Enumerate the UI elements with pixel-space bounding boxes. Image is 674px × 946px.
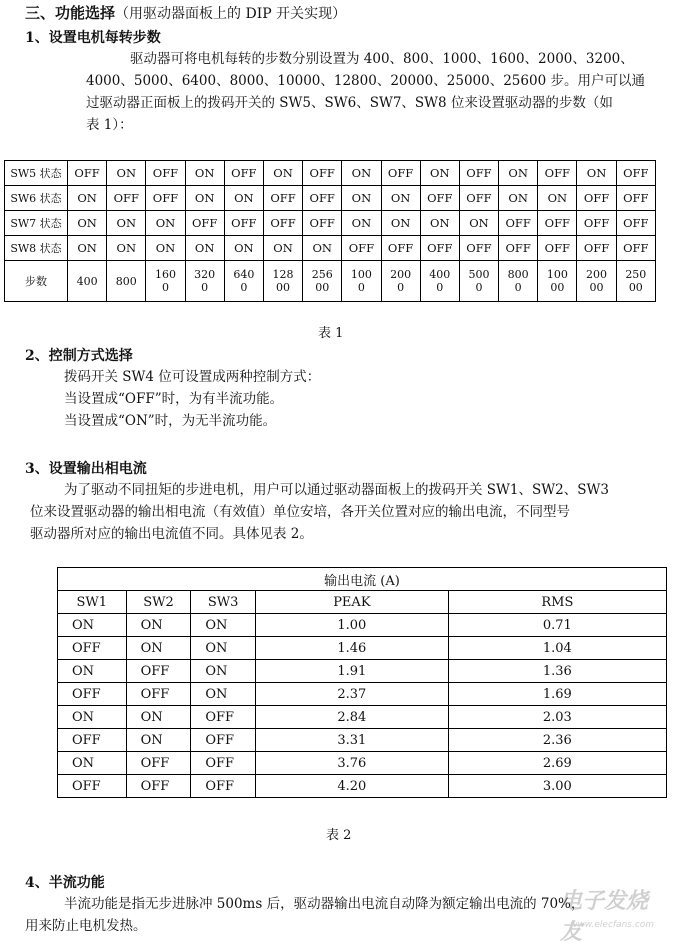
table2-title: 输出电流 (A)	[58, 568, 667, 591]
table2-cell: ON	[126, 706, 191, 729]
section-heading	[25, 2, 346, 23]
table1-cell: ON	[107, 161, 146, 186]
s1-line4: 表 1）：	[86, 117, 133, 133]
steps-cell-line: 128	[272, 268, 294, 281]
table1-cell: OFF	[538, 161, 577, 186]
table1-cell: ON	[224, 186, 263, 211]
s1-line2: 4000、5000、6400、8000、10000、12800、20000、25000、25600 步。用户可以通	[86, 73, 645, 89]
table1-cell: OFF	[381, 236, 420, 261]
table1-cell: OFF	[185, 211, 224, 236]
table2-cell: ON	[126, 614, 191, 637]
table1-cell: OFF	[538, 211, 577, 236]
table2-cell: ON	[191, 660, 256, 683]
table2-cell: 0.71	[448, 614, 666, 637]
table2-title-row	[58, 568, 667, 591]
dip-step-table	[4, 160, 656, 302]
table1-cell: OFF	[381, 161, 420, 186]
table1-cell: OFF	[146, 161, 185, 186]
table1-cell: OFF	[420, 236, 459, 261]
table1-cell: OFF	[342, 236, 381, 261]
s4-title: 4、半流功能	[25, 875, 105, 891]
table1-cell: OFF	[107, 186, 146, 211]
table1-cell: OFF	[577, 186, 616, 211]
table1-cell: OFF	[303, 211, 342, 236]
s2-line2: 当设置成“OFF”时，为有半流功能。	[64, 391, 284, 407]
table1-cell: OFF	[616, 211, 655, 236]
table2-cell: OFF	[58, 683, 127, 706]
column-header: PEAK	[256, 591, 449, 614]
table1-cell: OFF	[303, 186, 342, 211]
table1-row	[5, 161, 656, 186]
steps-cell-line: 800	[507, 268, 529, 281]
table2-cell: ON	[58, 660, 127, 683]
table1-cell: OFF	[420, 186, 459, 211]
table1-cell: OFF	[263, 211, 302, 236]
table2-caption: 表 2	[326, 828, 352, 843]
steps-cell-line: 0	[201, 281, 209, 294]
table1-cell: ON	[146, 211, 185, 236]
table1-cell: ON	[107, 211, 146, 236]
table2-cell: OFF	[191, 775, 256, 798]
steps-cell	[577, 261, 616, 302]
steps-cell	[499, 261, 538, 302]
s3-line3: 驱动器所对应的输出电流值不同。具体见表 2。	[30, 526, 313, 542]
table2-cell: 1.69	[448, 683, 666, 706]
s3-title: 3、设置输出相电流	[25, 461, 147, 477]
table2-cell: OFF	[126, 683, 191, 706]
table1-cell: OFF	[616, 161, 655, 186]
table2-cell: 2.69	[448, 752, 666, 775]
table2-cell: OFF	[191, 706, 256, 729]
steps-cell-line: 100	[546, 268, 568, 281]
table2-row	[58, 637, 667, 660]
table2-cell: OFF	[126, 660, 191, 683]
steps-cell-line: 00	[628, 281, 643, 294]
table1-cell: OFF	[303, 161, 342, 186]
steps-cell-line: 200	[586, 268, 608, 281]
steps-cell	[342, 261, 381, 302]
table1-cell: ON	[146, 236, 185, 261]
table1-cell: OFF	[616, 236, 655, 261]
table2-row	[58, 660, 667, 683]
table1-cell: ON	[68, 186, 107, 211]
table1-cell: OFF	[499, 236, 538, 261]
table2-cell: 1.46	[256, 637, 449, 660]
table1-cell: ON	[499, 186, 538, 211]
table1-cell: ON	[342, 161, 381, 186]
s2-title: 2、控制方式选择	[25, 348, 133, 364]
table2-cell: 3.00	[448, 775, 666, 798]
s1-line3: 过驱动器正面板上的拨码开关的 SW5、SW6、SW7、SW8 位来设置驱动器的步数（如	[86, 95, 613, 111]
steps-cell-line: 0	[436, 281, 444, 294]
table2-header-row	[58, 591, 667, 614]
steps-cell	[303, 261, 342, 302]
table2-cell: OFF	[126, 775, 191, 798]
s4-line1: 半流功能是指无步进脉冲 500ms 后，驱动器输出电流自动降为额定输出电流的 70%，	[64, 896, 585, 912]
table1-cell: ON	[303, 236, 342, 261]
watermark-text: 电子发烧友	[560, 888, 649, 945]
table2-cell: OFF	[58, 729, 127, 752]
table2-cell: ON	[126, 637, 191, 660]
steps-cell-line: 400	[429, 268, 451, 281]
table1-cell: OFF	[577, 236, 616, 261]
table2-cell: ON	[191, 683, 256, 706]
table2-cell: ON	[191, 614, 256, 637]
table2-cell: ON	[191, 637, 256, 660]
table1-cell: OFF	[459, 186, 498, 211]
steps-cell-line: 200	[390, 268, 412, 281]
table2-cell: ON	[58, 614, 127, 637]
table1-row	[5, 236, 656, 261]
table1-cell: ON	[185, 186, 224, 211]
table1-cell: OFF	[577, 211, 616, 236]
steps-cell	[263, 261, 302, 302]
steps-cell-line: 320	[194, 268, 216, 281]
table1-row	[5, 211, 656, 236]
s3-line1: 为了驱动不同扭矩的步进电机，用户可以通过驱动器面板上的拨码开关 SW1、SW2、SW3	[64, 482, 609, 498]
table2-cell: OFF	[191, 729, 256, 752]
table2-row	[58, 683, 667, 706]
table1-cell: ON	[107, 236, 146, 261]
table1-cell: ON	[420, 161, 459, 186]
table1-cell: OFF	[146, 186, 185, 211]
column-header: SW3	[191, 591, 256, 614]
s2-line3: 当设置成“ON”时，为无半流功能。	[64, 413, 277, 429]
table1-cell: ON	[68, 211, 107, 236]
table1-steps-row	[5, 261, 656, 302]
steps-cell-line: 00	[550, 281, 565, 294]
steps-cell-line: 00	[315, 281, 330, 294]
table1-cell: ON	[381, 186, 420, 211]
steps-cell-line: 0	[161, 281, 169, 294]
table1-cell: ON	[263, 161, 302, 186]
table1-cell: OFF	[263, 186, 302, 211]
table1-cell: OFF	[499, 211, 538, 236]
watermark-url: www.elecfans.com	[570, 920, 655, 930]
table1-cell: OFF	[459, 161, 498, 186]
steps-cell	[68, 261, 107, 302]
table1-cell: ON	[224, 236, 263, 261]
steps-cell-line: 100	[350, 268, 372, 281]
table2-cell: 1.04	[448, 637, 666, 660]
table1-cell: ON	[342, 186, 381, 211]
table2-row	[58, 775, 667, 798]
column-header: RMS	[448, 591, 666, 614]
table2-cell: 3.31	[256, 729, 449, 752]
table1-cell: ON	[420, 211, 459, 236]
table1-cell: OFF	[224, 161, 263, 186]
column-header: SW2	[126, 591, 191, 614]
table1-cell: OFF	[224, 211, 263, 236]
table2-cell: ON	[126, 729, 191, 752]
table1-caption: 表 1	[318, 326, 344, 341]
row-header: 步数	[5, 261, 68, 302]
row-header: SW7 状态	[5, 211, 68, 236]
steps-cell-line: 160	[154, 268, 176, 281]
table2-row	[58, 614, 667, 637]
steps-cell	[616, 261, 655, 302]
steps-cell-line: 800	[115, 274, 137, 288]
steps-cell	[146, 261, 185, 302]
table2-cell: OFF	[58, 637, 127, 660]
output-current-table	[57, 567, 667, 798]
steps-cell	[107, 261, 146, 302]
watermark-logo	[560, 884, 664, 945]
s2-line1: 拨码开关 SW4 位可设置成两种控制方式：	[64, 369, 321, 385]
steps-cell	[459, 261, 498, 302]
s3-line2: 位来设置驱动器的输出相电流（有效值）单位安培，各开关位置对应的输出电流，不同型号	[30, 504, 570, 520]
table1-cell: ON	[459, 211, 498, 236]
table2-row	[58, 706, 667, 729]
table2-cell: OFF	[191, 752, 256, 775]
table1-cell: ON	[577, 161, 616, 186]
steps-cell	[420, 261, 459, 302]
table1-cell: ON	[499, 161, 538, 186]
table2-cell: OFF	[58, 775, 127, 798]
table1-cell: ON	[342, 211, 381, 236]
steps-cell	[185, 261, 224, 302]
table1-cell: OFF	[459, 236, 498, 261]
table2-cell: 1.00	[256, 614, 449, 637]
steps-cell	[538, 261, 577, 302]
table1-cell: OFF	[616, 186, 655, 211]
steps-cell-line: 0	[514, 281, 522, 294]
table1-cell: ON	[263, 236, 302, 261]
row-header: SW5 状态	[5, 161, 68, 186]
table2-cell: 2.36	[448, 729, 666, 752]
table2-row	[58, 729, 667, 752]
steps-cell-line: 256	[311, 268, 333, 281]
row-header: SW6 状态	[5, 186, 68, 211]
steps-cell-line: 500	[468, 268, 490, 281]
table2-cell: 3.76	[256, 752, 449, 775]
steps-cell-line: 250	[625, 268, 647, 281]
s4-line2: 用来防止电机发热。	[25, 918, 147, 934]
table1-cell: ON	[185, 236, 224, 261]
section-subtitle: （用驱动器面板上的 DIP 开关实现）	[115, 6, 347, 22]
table1-cell: ON	[538, 186, 577, 211]
row-header: SW8 状态	[5, 236, 68, 261]
steps-cell-line: 0	[240, 281, 248, 294]
section-title: 三、功能选择	[25, 4, 116, 22]
table2-row	[58, 752, 667, 775]
column-header: SW1	[58, 591, 127, 614]
table1-cell: ON	[381, 211, 420, 236]
table1-cell: ON	[185, 161, 224, 186]
table2-cell: ON	[58, 752, 127, 775]
table1-cell: OFF	[68, 161, 107, 186]
steps-cell-line: 00	[589, 281, 604, 294]
s1-line1: 驱动器可将电机每转的步数分别设置为 400、800、1000、1600、2000、3200、	[130, 51, 634, 67]
steps-cell	[381, 261, 420, 302]
table2-cell: 4.20	[256, 775, 449, 798]
steps-cell	[224, 261, 263, 302]
steps-cell-line: 0	[357, 281, 365, 294]
table2-cell: OFF	[126, 752, 191, 775]
steps-cell-line: 400	[76, 274, 98, 288]
table2-cell: 1.36	[448, 660, 666, 683]
steps-cell-line: 0	[397, 281, 405, 294]
table2-cell: 2.37	[256, 683, 449, 706]
table2-cell: 1.91	[256, 660, 449, 683]
steps-cell-line: 00	[276, 281, 291, 294]
table1-cell: ON	[68, 236, 107, 261]
table2-cell: 2.03	[448, 706, 666, 729]
table2-cell: ON	[58, 706, 127, 729]
table2-cell: 2.84	[256, 706, 449, 729]
steps-cell-line: 0	[475, 281, 483, 294]
table1-row	[5, 186, 656, 211]
table1-cell: OFF	[538, 236, 577, 261]
steps-cell-line: 640	[233, 268, 255, 281]
s1-title: 1、设置电机每转步数	[25, 30, 161, 46]
